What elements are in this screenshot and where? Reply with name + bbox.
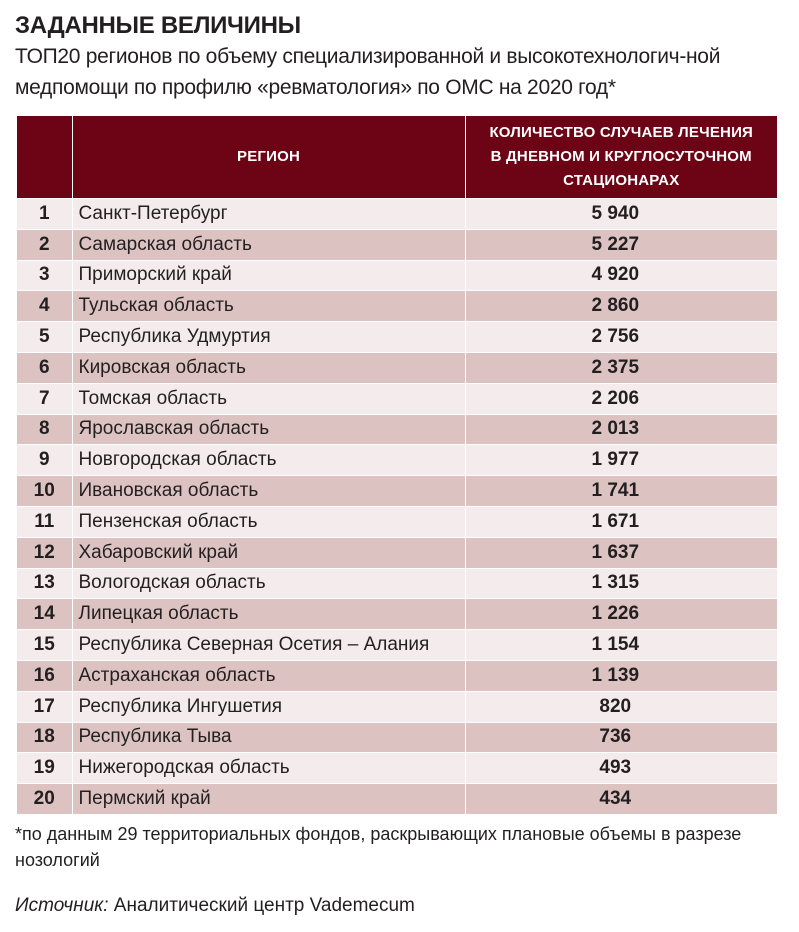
rank-cell: 2 xyxy=(17,229,72,260)
region-cell: Республика Удмуртия xyxy=(72,322,465,353)
rank-cell: 17 xyxy=(17,691,72,722)
table-row xyxy=(17,568,777,599)
region-cell: Республика Ингушетия xyxy=(72,691,465,722)
rank-cell: 5 xyxy=(17,322,72,353)
table-row xyxy=(17,322,777,353)
value-cell: 2 206 xyxy=(465,383,777,414)
ranking-table xyxy=(17,116,777,814)
rank-cell: 18 xyxy=(17,722,72,753)
value-cell: 1 671 xyxy=(465,506,777,537)
table-row xyxy=(17,383,777,414)
table-row xyxy=(17,476,777,507)
rank-cell: 11 xyxy=(17,506,72,537)
value-cell: 493 xyxy=(465,753,777,784)
region-cell: Республика Тыва xyxy=(72,722,465,753)
region-cell: Республика Северная Осетия – Алания xyxy=(72,630,465,661)
region-cell: Кировская область xyxy=(72,352,465,383)
value-cell: 2 375 xyxy=(465,352,777,383)
region-cell: Ярославская область xyxy=(72,414,465,445)
region-cell: Ивановская область xyxy=(72,476,465,507)
table-row xyxy=(17,599,777,630)
source-text: Аналитический центр Vademecum xyxy=(108,895,415,916)
region-cell: Самарская область xyxy=(72,229,465,260)
value-cell: 4 920 xyxy=(465,260,777,291)
table-row xyxy=(17,537,777,568)
region-cell: Вологодская область xyxy=(72,568,465,599)
value-cell: 1 154 xyxy=(465,630,777,661)
region-cell: Санкт-Петербург xyxy=(72,199,465,230)
value-cell: 2 756 xyxy=(465,322,777,353)
region-cell: Приморский край xyxy=(72,260,465,291)
value-cell: 2 013 xyxy=(465,414,777,445)
page-title: ЗАДАННЫЕ ВЕЛИЧИНЫ xyxy=(15,12,301,39)
value-cell: 434 xyxy=(465,784,777,814)
table-row xyxy=(17,691,777,722)
table-row xyxy=(17,199,777,230)
source-line xyxy=(15,895,415,917)
table-row xyxy=(17,445,777,476)
value-cell: 5 227 xyxy=(465,229,777,260)
table-row xyxy=(17,352,777,383)
region-cell: Тульская область xyxy=(72,291,465,322)
table-row xyxy=(17,722,777,753)
region-cell: Томская область xyxy=(72,383,465,414)
rank-cell: 8 xyxy=(17,414,72,445)
rank-cell: 6 xyxy=(17,352,72,383)
header-region: РЕГИОН xyxy=(72,116,465,199)
rank-cell: 13 xyxy=(17,568,72,599)
table-row xyxy=(17,414,777,445)
rank-cell: 9 xyxy=(17,445,72,476)
region-cell: Новгородская область xyxy=(72,445,465,476)
value-cell: 1 226 xyxy=(465,599,777,630)
table-row xyxy=(17,291,777,322)
region-cell: Пензенская область xyxy=(72,506,465,537)
header-cases: КОЛИЧЕСТВО СЛУЧАЕВ ЛЕЧЕНИЯ В ДНЕВНОМ И КРУГЛОСУТОЧНОМ СТАЦИОНАРАХ xyxy=(465,116,777,199)
rank-cell: 12 xyxy=(17,537,72,568)
value-cell: 5 940 xyxy=(465,199,777,230)
table-row xyxy=(17,660,777,691)
rank-cell: 14 xyxy=(17,599,72,630)
value-cell: 1 139 xyxy=(465,660,777,691)
table-body xyxy=(17,199,777,814)
header-rank xyxy=(17,116,72,199)
region-cell: Пермский край xyxy=(72,784,465,814)
table-header-row xyxy=(17,116,777,199)
value-cell: 2 860 xyxy=(465,291,777,322)
rank-cell: 15 xyxy=(17,630,72,661)
page-subtitle: ТОП20 регионов по объему специализированной и высокотехнологич-ной медпомощи по профилю «ревматология» по ОМС на 2020 год* xyxy=(15,45,721,99)
table-row xyxy=(17,753,777,784)
rank-cell: 1 xyxy=(17,199,72,230)
table-row xyxy=(17,784,777,814)
rank-cell: 19 xyxy=(17,753,72,784)
rank-cell: 10 xyxy=(17,476,72,507)
value-cell: 820 xyxy=(465,691,777,722)
rank-cell: 3 xyxy=(17,260,72,291)
table-row xyxy=(17,229,777,260)
region-cell: Астраханская область xyxy=(72,660,465,691)
value-cell: 1 977 xyxy=(465,445,777,476)
region-cell: Хабаровский край xyxy=(72,537,465,568)
table-row xyxy=(17,260,777,291)
source-label: Источник: xyxy=(15,895,109,916)
value-cell: 1 315 xyxy=(465,568,777,599)
footnote: *по данным 29 территориальных фондов, раскрывающих плановые объемы в разрезе нозологий xyxy=(15,824,742,870)
rank-cell: 16 xyxy=(17,660,72,691)
value-cell: 736 xyxy=(465,722,777,753)
rank-cell: 20 xyxy=(17,784,72,814)
region-cell: Нижегородская область xyxy=(72,753,465,784)
region-cell: Липецкая область xyxy=(72,599,465,630)
table-row xyxy=(17,630,777,661)
value-cell: 1 741 xyxy=(465,476,777,507)
value-cell: 1 637 xyxy=(465,537,777,568)
table-row xyxy=(17,506,777,537)
rank-cell: 7 xyxy=(17,383,72,414)
rank-cell: 4 xyxy=(17,291,72,322)
